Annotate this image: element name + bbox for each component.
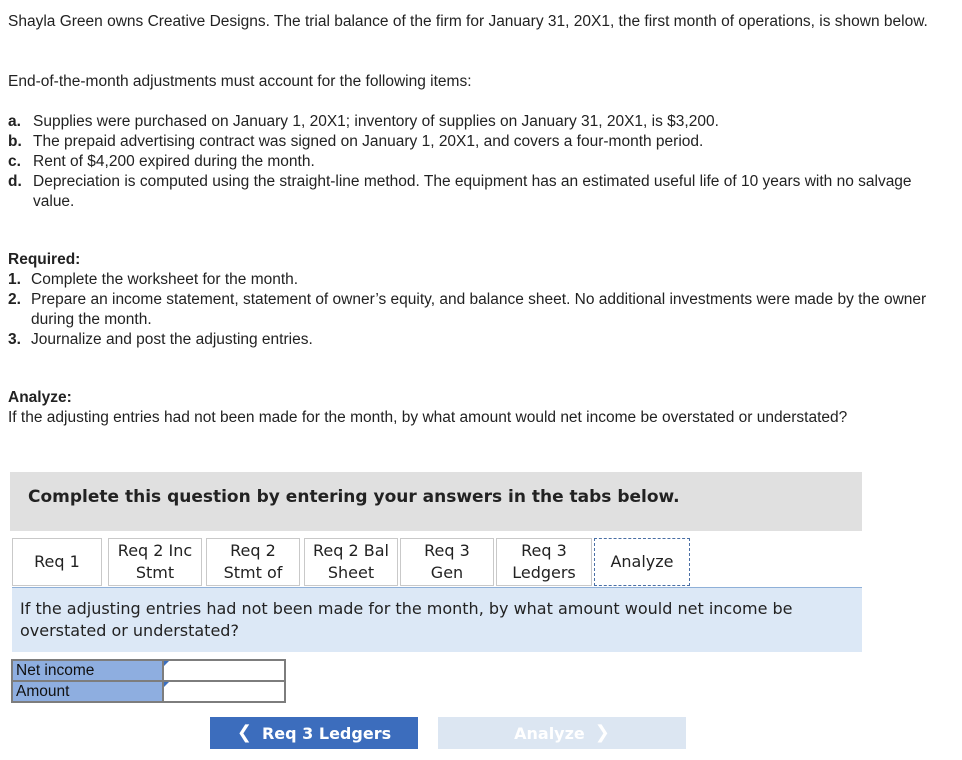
tab-req-2-bal-sheet[interactable]: Req 2 Bal Sheet (304, 538, 398, 586)
prev-tab-button[interactable] (210, 717, 418, 749)
problem-intro: Shayla Green owns Creative Designs. The trial balance of the firm for January 31, 20X1, the first month of operations, is shown below. (8, 13, 928, 30)
table-row (12, 660, 285, 681)
list-item: 2. Prepare an income statement, statement of owner’s equity, and balance sheet. No additional investments were made by the owner during the month. (8, 291, 927, 328)
tab-req-2-stmt-of[interactable]: Req 2 Stmt of (206, 538, 300, 586)
adjustments-list (8, 112, 953, 212)
net-income-label: Net income (12, 660, 163, 681)
instructions-text: Complete this question by entering your answers in the tabs below. (28, 487, 680, 507)
input-marker-icon (164, 661, 169, 666)
analyze-heading: Analyze: (8, 389, 72, 406)
analyze-section (8, 388, 908, 428)
input-marker-icon (164, 682, 169, 687)
net-income-cell (163, 660, 285, 681)
amount-input[interactable] (164, 682, 284, 701)
next-button-label: Analyze (514, 723, 585, 743)
net-income-select[interactable] (164, 661, 284, 680)
list-item: 1. Complete the worksheet for the month. (8, 271, 299, 288)
tab-analyze[interactable]: Analyze (594, 538, 690, 586)
list-item: d. Depreciation is computed using the straight-line method. The equipment has an estimated useful life of 10 years with no salvage value. (8, 173, 912, 210)
tab-req-2-inc-stmt[interactable]: Req 2 Inc Stmt (108, 538, 202, 586)
tab-req-3-gen[interactable]: Req 3 Gen (400, 538, 494, 586)
question-panel (12, 588, 862, 652)
next-tab-button[interactable] (438, 717, 686, 749)
adjustments-heading: End-of-the-month adjustments must account for the following items: (8, 73, 472, 90)
analyze-text: If the adjusting entries had not been made for the month, by what amount would net income be overstated or understated? (8, 409, 848, 426)
amount-cell (163, 681, 285, 702)
instructions-banner (10, 472, 862, 531)
table-row (12, 681, 285, 702)
list-item: a. Supplies were purchased on January 1, 20X1; inventory of supplies on January 31, 20X1, is $3,200. (8, 113, 719, 130)
answer-table (11, 659, 286, 703)
chevron-right-icon: ❯ (594, 722, 610, 743)
amount-label: Amount (12, 681, 163, 702)
tab-req-1[interactable]: Req 1 (12, 538, 102, 586)
required-section (8, 250, 953, 350)
list-item: b. The prepaid advertising contract was signed on January 1, 20X1, and covers a four-month period. (8, 133, 704, 150)
prev-button-label: Req 3 Ledgers (261, 723, 392, 743)
chevron-left-icon: ❮ (236, 722, 252, 743)
required-heading: Required: (8, 251, 81, 268)
list-item: 3. Journalize and post the adjusting entries. (8, 331, 313, 348)
question-text: If the adjusting entries had not been made for the month, by what amount would net income be overstated or understated? (20, 599, 793, 640)
tab-req-3-ledgers[interactable]: Req 3 Ledgers (496, 538, 592, 586)
list-item: c. Rent of $4,200 expired during the month. (8, 153, 315, 170)
